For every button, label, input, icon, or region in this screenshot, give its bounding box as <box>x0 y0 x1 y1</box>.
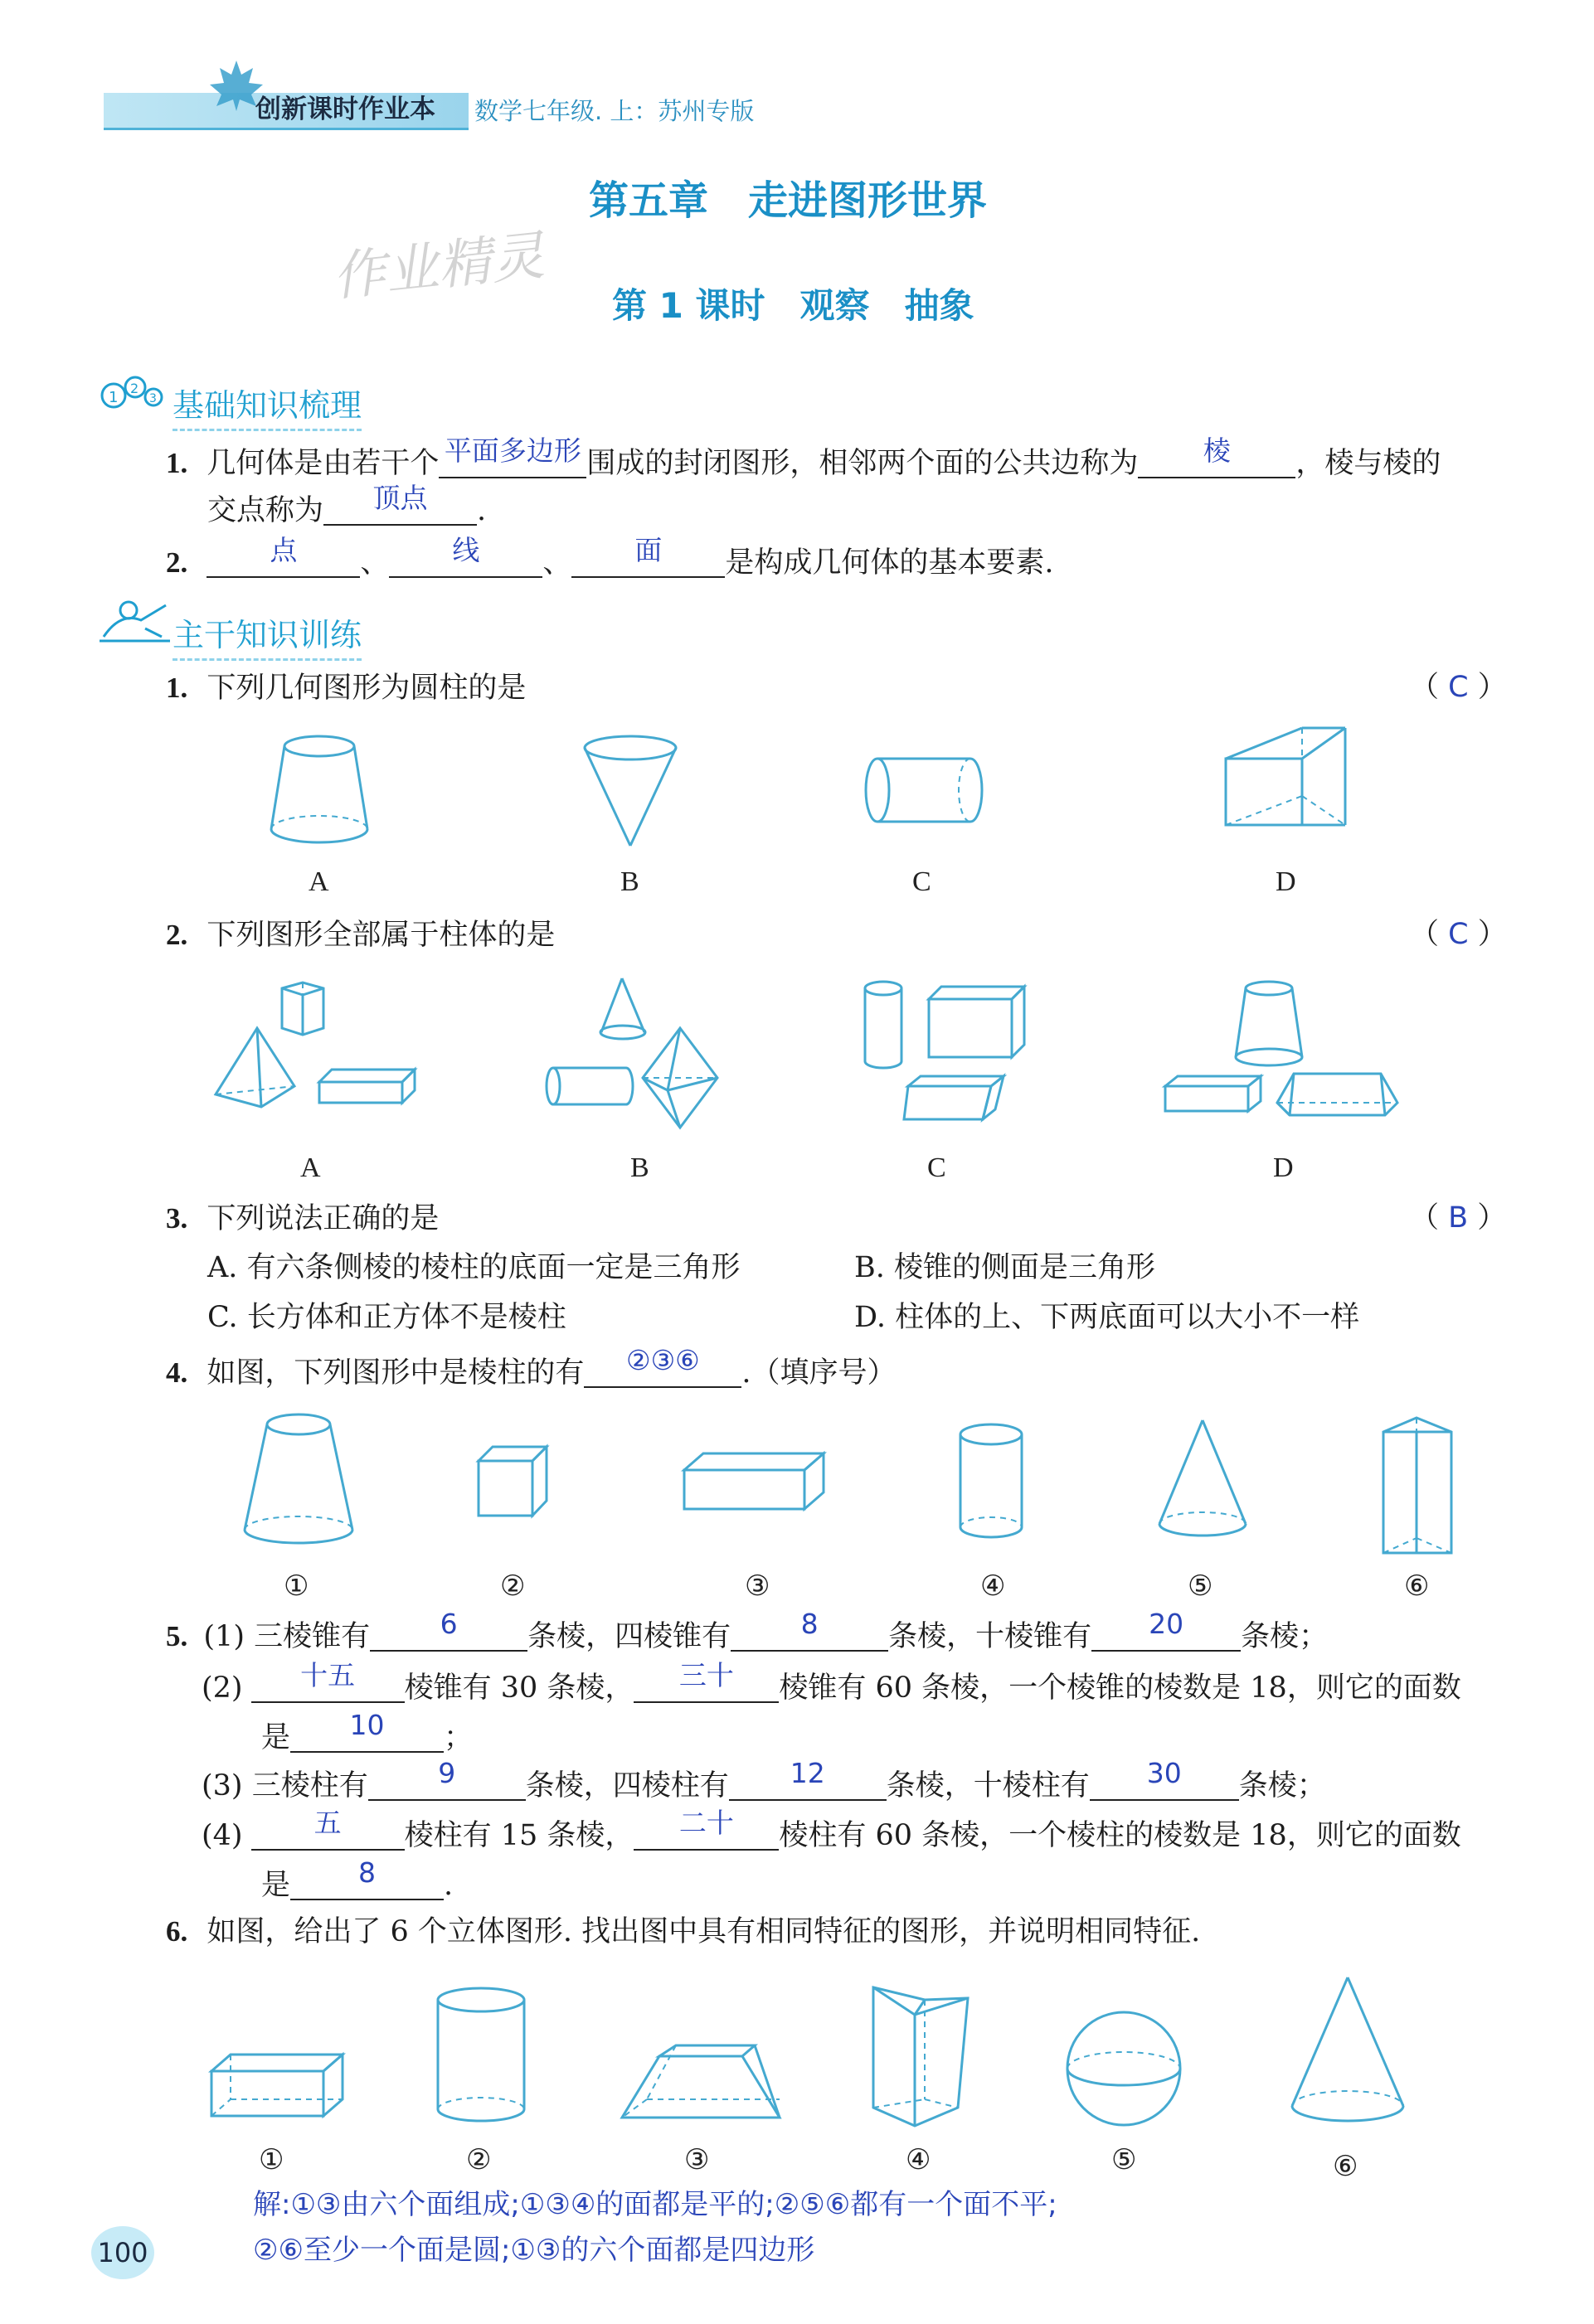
s2-q5-l2-answer2: 三十 <box>678 1659 734 1691</box>
q1-label-b: B <box>620 866 639 897</box>
s2-q5-line4b <box>261 1856 454 1902</box>
s2-q3-option-a: A. 有六条侧棱的棱柱的底面一定是三角形 <box>207 1251 741 1284</box>
s2-q3-stem <box>166 1204 439 1234</box>
s2-q5-l2b-p1: 是 <box>261 1721 291 1754</box>
s2-q5-l2-p3: 棱锥有 60 条棱，一个棱锥的棱数是 18，则它的面数 <box>779 1671 1461 1705</box>
s2-q4-stem <box>166 1344 897 1390</box>
section-basics-icon <box>95 369 170 419</box>
s2-q5-line2 <box>202 1659 1461 1705</box>
watermark: 作业精灵 <box>329 225 547 309</box>
s2-q1-number: 1. <box>166 672 188 704</box>
s1-q2-answer2: 线 <box>452 534 480 566</box>
svg-text:3: 3 <box>149 392 157 405</box>
s2-q5-l2-blank1 <box>251 1659 405 1703</box>
chapter-title: 第五章 走进图形世界 <box>589 177 988 224</box>
s2-q5-l1-blank2 <box>731 1608 888 1652</box>
s1-q1-part5: . <box>477 494 487 527</box>
s1-q1-part1: 几何体是由若干个 <box>207 447 440 480</box>
s2-q4-blank <box>584 1344 741 1388</box>
page-number-badge <box>91 2226 154 2279</box>
q1-figure-b-cone <box>576 730 684 854</box>
s2-q3-option-d: D. 柱体的上、下两底面可以大小不一样 <box>854 1301 1360 1334</box>
q2-label-a: A <box>300 1152 321 1183</box>
lesson-title: 第 1 课时 观察 抽象 <box>612 285 974 326</box>
s2-q5-l1-answer1: 6 <box>440 1608 458 1640</box>
q4-figure-6-prism <box>1377 1414 1460 1559</box>
s1-q1-blank1 <box>439 434 586 478</box>
s2-q3-number: 3. <box>166 1202 188 1235</box>
s2-q5-l3-p4: 条棱； <box>1238 1769 1326 1802</box>
s1-q2-sep1: 、 <box>360 546 390 580</box>
s2-q5-line3 <box>202 1757 1326 1802</box>
section-basics-title: 基础知识梳理 <box>173 380 362 431</box>
s2-q5-l3-p3: 条棱，十棱柱有 <box>886 1769 1090 1802</box>
s2-q4-number: 4. <box>166 1356 188 1389</box>
q6-figure-1-cuboid <box>207 2048 348 2123</box>
q4-figure-1-frustum <box>236 1409 361 1546</box>
s2-q5-l4-answer1: 五 <box>313 1807 342 1839</box>
s2-q5-l2-p1: (2) <box>202 1671 243 1705</box>
q6-figure-2-cylinder <box>431 1983 531 2128</box>
q4-label-5: ⑤ <box>1188 1571 1213 1602</box>
q6-label-2: ② <box>466 2145 492 2176</box>
s2-q5-l3-p1: (3) 三棱柱有 <box>202 1769 368 1802</box>
q4-figure-3-cuboid <box>680 1449 829 1516</box>
s2-q5-line1 <box>166 1608 1329 1653</box>
q6-label-6: ⑥ <box>1333 2152 1358 2182</box>
s1-q1-part2: 围成的封闭图形，相邻两个面的公共边称为 <box>586 447 1139 480</box>
q1-label-a: A <box>309 866 329 897</box>
q4-label-6: ⑥ <box>1404 1571 1430 1602</box>
s2-q5-l4b-blank <box>290 1856 444 1900</box>
s2-q5-l4-p3: 棱柱有 60 条棱，一个棱柱的棱数是 18，则它的面数 <box>779 1819 1461 1852</box>
s2-q6-text: 如图，给出了 6 个立体图形. 找出图中具有相同特征的图形，并说明相同特征. <box>207 1915 1201 1948</box>
s2-q5-l4b-answer: 8 <box>358 1856 377 1889</box>
s2-q4-answer: ②③⑥ <box>626 1344 700 1376</box>
q2-label-d: D <box>1273 1152 1294 1183</box>
q1-figure-a-frustum <box>265 730 373 854</box>
s1-q2-blank2 <box>389 534 542 578</box>
s2-q1-answer: C <box>1448 671 1469 704</box>
s1-q1-answer3: 顶点 <box>372 482 428 514</box>
q2-label-b: B <box>630 1152 649 1183</box>
s2-q5-l4-p1: (4) <box>202 1819 243 1852</box>
q1-label-c: C <box>912 866 931 897</box>
q6-solution-line2: ②⑥至少一个面是圆;①③的六个面都是四边形 <box>253 2234 815 2267</box>
q6-figure-5-sphere <box>1062 2006 1186 2131</box>
s2-q5-line4 <box>202 1807 1461 1852</box>
s2-q5-l1-blank3 <box>1091 1608 1241 1652</box>
s1-q2-line <box>166 534 1054 580</box>
s1-q1-answer1: 平面多边形 <box>444 434 581 467</box>
s2-q5-l1-blank1 <box>370 1608 527 1652</box>
s2-q5-line2b <box>261 1709 474 1754</box>
q2-figure-c <box>858 978 1024 1128</box>
s2-q5-l4-blank1 <box>251 1807 405 1851</box>
book-title: 创新课时作业本 <box>255 95 435 124</box>
s2-q5-l2b-blank <box>290 1709 444 1753</box>
s1-q2-number: 2. <box>166 546 188 579</box>
q6-figure-6-cone <box>1285 1973 1410 2131</box>
s2-q5-l2-p2: 棱锥有 30 条棱， <box>404 1671 634 1705</box>
s1-q1-part3: ，棱与棱的 <box>1295 447 1441 480</box>
s2-q3-text: 下列说法正确的是 <box>207 1202 440 1235</box>
s2-q2-number: 2. <box>166 919 188 951</box>
s2-q5-l2b-answer: 10 <box>349 1709 385 1741</box>
s2-q5-l3-blank1 <box>368 1757 526 1801</box>
s2-q5-l1-p2: 条棱，四棱锥有 <box>527 1620 731 1653</box>
q6-solution-line1: 解:①③由六个面组成;①③④的面都是平的;②⑤⑥都有一个面不平; <box>253 2188 1057 2221</box>
q1-figure-d-prism <box>1219 721 1352 833</box>
s2-q2-text: 下列图形全部属于柱体的是 <box>207 919 556 952</box>
q4-figure-2-cube <box>474 1443 557 1521</box>
section-training-icon <box>95 595 174 647</box>
s2-q5-l3-p2: 条棱，四棱柱有 <box>525 1769 729 1802</box>
s2-q5-l1-p4: 条棱； <box>1241 1620 1329 1653</box>
s2-q5-l3-answer2: 12 <box>790 1757 825 1789</box>
s1-q2-answer1: 点 <box>270 534 298 566</box>
s2-q5-l3-answer1: 9 <box>438 1757 456 1789</box>
s2-q5-l1-answer3: 20 <box>1149 1608 1184 1640</box>
q1-figure-c-cylinder <box>863 750 987 833</box>
s2-q3-option-c: C. 长方体和正方体不是棱柱 <box>207 1301 566 1334</box>
s1-q2-sep2: 、 <box>542 546 572 580</box>
s2-q5-l1-p1: (1) 三棱锥有 <box>203 1620 371 1653</box>
s2-q5-l3-blank2 <box>729 1757 887 1801</box>
q4-figure-5-cone <box>1153 1416 1252 1549</box>
s1-q1-answer2: 棱 <box>1203 434 1231 467</box>
s2-q6-stem <box>166 1917 1200 1947</box>
s2-q5-l4b-p1: 是 <box>261 1869 291 1902</box>
svg-text:2: 2 <box>130 381 139 396</box>
s2-q3-answer: B <box>1448 1201 1469 1235</box>
s2-q2-answer: C <box>1448 918 1469 951</box>
s2-q5-l2b-p2: ； <box>444 1721 474 1754</box>
q4-label-3: ③ <box>745 1571 770 1602</box>
s2-q6-number: 6. <box>166 1915 188 1948</box>
s2-q4-part2: .（填序号） <box>741 1356 897 1390</box>
book-subtitle: 数学七年级. 上：苏州专版 <box>474 97 755 125</box>
s1-q2-blank1 <box>207 534 360 578</box>
s2-q4-part1: 如图，下列图形中是棱柱的有 <box>207 1356 585 1390</box>
q4-label-1: ① <box>284 1571 309 1602</box>
q2-label-c: C <box>927 1152 946 1183</box>
q4-label-2: ② <box>500 1571 526 1602</box>
q6-figure-3-frustum <box>618 2041 784 2128</box>
s2-q5-l4-answer2: 二十 <box>678 1807 734 1839</box>
s1-q1-line2 <box>207 482 487 527</box>
s2-q5-l1-p3: 条棱，十棱锥有 <box>888 1620 1092 1653</box>
s2-q1-answer-bracket: （ C ） <box>1410 671 1507 704</box>
s2-q5-l4-p2: 棱柱有 15 条棱， <box>404 1819 634 1852</box>
q4-figure-4-cylinder <box>954 1419 1028 1544</box>
s2-q5-l4b-p2: . <box>444 1869 454 1902</box>
s1-q1-part4: 交点称为 <box>207 494 324 527</box>
s2-q1-text: 下列几何图形为圆柱的是 <box>207 672 527 705</box>
q2-figure-a <box>211 978 419 1128</box>
s2-q2-answer-bracket: （ C ） <box>1410 918 1507 951</box>
q2-figure-b <box>543 974 726 1132</box>
page-number: 100 <box>97 2237 148 2268</box>
q6-label-3: ③ <box>684 2145 710 2176</box>
q6-label-4: ④ <box>906 2145 931 2176</box>
q6-label-1: ① <box>259 2145 284 2176</box>
s2-q3-option-b: B. 棱锥的侧面是三角形 <box>854 1251 1155 1284</box>
s1-q1-blank3 <box>323 482 477 526</box>
s2-q2-stem <box>166 920 555 950</box>
svg-text:1: 1 <box>109 389 119 406</box>
s2-q5-l4-blank2 <box>634 1807 779 1851</box>
q1-label-d: D <box>1276 866 1296 897</box>
q4-label-4: ④ <box>980 1571 1006 1602</box>
s2-q5-l2-answer1: 十五 <box>300 1659 356 1691</box>
s2-q3-answer-bracket: （ B ） <box>1410 1201 1507 1235</box>
s2-q5-l2-blank2 <box>634 1659 779 1703</box>
s2-q5-l3-blank3 <box>1090 1757 1239 1801</box>
q6-label-5: ⑤ <box>1111 2145 1137 2176</box>
s1-q1-number: 1. <box>166 447 188 479</box>
section-training-title: 主干知识训练 <box>173 609 362 661</box>
s2-q1-stem <box>166 673 526 703</box>
q6-figure-4-prism <box>867 1983 974 2137</box>
s1-q2-answer3: 面 <box>634 534 663 566</box>
s1-q2-text: 是构成几何体的基本要素. <box>725 546 1054 580</box>
q2-figure-d <box>1161 978 1402 1128</box>
s1-q1-line1 <box>166 434 1441 480</box>
s2-q5-l3-answer3: 30 <box>1146 1757 1182 1789</box>
s1-q2-blank3 <box>571 534 725 578</box>
s2-q5-l1-answer2: 8 <box>800 1608 819 1640</box>
s2-q5-number: 5. <box>166 1620 188 1652</box>
s1-q1-blank2 <box>1138 434 1295 478</box>
